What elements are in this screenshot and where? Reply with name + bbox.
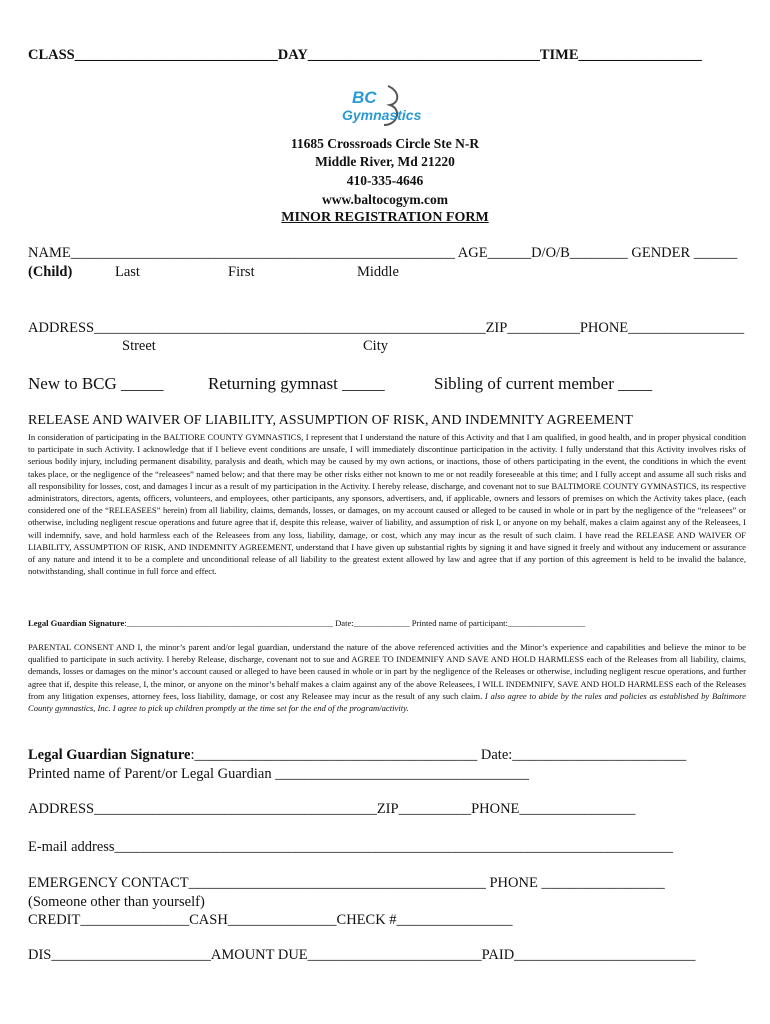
new-to-bcg-field[interactable]: New to BCG _____	[28, 374, 164, 393]
address-field-line[interactable]: ADDRESS______________________________________________________ZIP__________PHONE________________	[28, 320, 745, 336]
city-label: City	[363, 338, 388, 354]
parental-consent-body: PARENTAL CONSENT AND I, the minor’s parent and/or legal guardian, understand the nature of the above referenced activities and the Minor’s experience and capabilities and believe the minor to be qualified to participate in such activity. I hereby Release, discharge, covenant not to sue and AGREE TO INDEMNIFY AND SAVE AND HOLD HARMLESS each of the Releases from all liability, claims, demands, losses or damages on the minor’s account caused or alleged to have been caused in whole or in part by the negligence of the Releases or otherwise, including negligent rescue operations, and further agree that if, despite this release, I, the minor, or anyone on the minor’s behalf makes a claim against any of the above Releasees, I WILL INDEMNIFY, SAVE AND HOLD HARMLESS each of the Releases from any litigation expenses, attorney fees, loss liability, damage, or cost any Releasee may incur as the result of any such claim.	[28, 642, 746, 701]
gym-address-line1: 11685 Crossroads Circle Ste N-R	[290, 136, 480, 151]
gym-address-line2: Middle River, Md 21220	[315, 154, 455, 169]
class-day-time-line: CLASS____________________________DAY________________________________TIME_________________	[28, 47, 702, 63]
name-field-line[interactable]: NAME_____________________________________________________ AGE______D/O/B________ GENDER ______	[28, 245, 738, 261]
payment-method-fields[interactable]: CREDIT_______________CASH_______________CHECK #________________	[28, 912, 513, 928]
sibling-field[interactable]: Sibling of current member ____	[434, 374, 653, 393]
svg-text:BC: BC	[352, 88, 377, 107]
street-label: Street	[122, 338, 156, 354]
guardian-signature-line[interactable]	[28, 747, 686, 764]
child-label: (Child)	[28, 264, 73, 280]
returning-gymnast-field[interactable]: Returning gymnast _____	[208, 374, 385, 393]
parental-consent-agreement: I also agree to abide by the rules and policies as established by Baltimore County gymnastics, Inc. I agree to pick up children promptly at the time set for the end of the program/activity.	[28, 690, 746, 714]
waiver-signature-blanks: :________________________________________________ Date:_____________ Printed name of participant:__________________	[124, 618, 586, 628]
waiver-signature-line[interactable]	[28, 617, 585, 629]
waiver-signature-label: Legal Guardian Signature	[28, 618, 125, 628]
waiver-body: In consideration of participating in the BALTIORE COUNTY GYMNASTICS, I represent that I understand the nature of this Activity and that I am qualified, in good health, and in proper physical condition to participate in such Activity. I acknowledge that if I believe event conditions are unsafe, I will immediately discontinue participation in the activity. I fully understand that this Activity involves risks of serious bodily injury, including permanent disability, paralysis and death, which may be caused by my own actions, or inactions, those of others participating in the event, the conditions in which the event takes place, or the negligence of the “releasees” named below; and that there may be other risks either not known to me or not readily foreseeable at this time; and I fully accept and assume all such risks and all responsibility for losses, cost, and damages I incur as a result of my participation in the Activity. I hereby release, discharge, and covenant not to sue BALTIMORE COUNTY GYMNASTICS, its respective administrators, directors, agents, officers, volunteers, and employees, other participants, any sponsors, advertisers, and, if applicable, owners and lessors of premises on which the Activity takes place, (each considered one of the “RELEASEES” herein) from all liability, claims, demands, losses, or damages, on my account caused or alleged to be caused in whole or in part by the negligence of the “releasees” or otherwise, including negligent rescue operations and future agree that if, despite this release, waiver of liability, and assumption of risk I, or anyone on my behalf, makes a claim against any of the Releasees, I will indemnify, save, and hold harmless each of the Releasees from any loss, liability, damage, or cost, which any may incur as the result of such claim. I have read the RELEASE AND WAIVER OF LIABILITY, ASSUMPTION OF RISK, AND INDEMNITY AGREEMENT, understand that I have given up substantial rights by signing it and have signed it freely and without any inducement or assurance of any nature and intend it to be a complete and unconditional release of all liability to the greatest extent allowed by law and agree that if any portion of this agreement is held to be invalid the balance, notwithstanding, shall continue in full force and effect.	[28, 432, 746, 577]
guardian-signature-blanks: :_______________________________________ Date:________________________	[190, 747, 687, 763]
emergency-contact-field[interactable]: EMERGENCY CONTACT_________________________________________ PHONE _________________	[28, 875, 665, 891]
gym-phone: 410-335-4646	[346, 173, 424, 188]
bc-gymnastics-logo	[340, 83, 435, 128]
svg-text:Gymnastics: Gymnastics	[342, 107, 422, 123]
first-label: First	[228, 264, 255, 280]
email-field[interactable]: E-mail address_____________________________________________________________________________	[28, 839, 673, 855]
waiver-title: RELEASE AND WAIVER OF LIABILITY, ASSUMPTION OF RISK, AND INDEMNITY AGREEMENT	[28, 413, 633, 428]
middle-label: Middle	[357, 264, 399, 280]
form-title: MINOR REGISTRATION FORM	[281, 210, 489, 225]
guardian-signature-label: Legal Guardian Signature	[28, 747, 191, 763]
guardian-printed-name-field[interactable]: Printed name of Parent/or Legal Guardian ___________________________________	[28, 766, 529, 782]
amount-fields[interactable]: DIS______________________AMOUNT DUE________________________PAID_________________________	[28, 947, 696, 963]
gym-website[interactable]: www.baltocogym.com	[322, 192, 448, 207]
guardian-address-field[interactable]: ADDRESS_______________________________________ZIP__________PHONE________________	[28, 801, 636, 817]
emergency-contact-note: (Someone other than yourself)	[28, 894, 205, 910]
parental-consent	[28, 641, 746, 729]
last-label: Last	[115, 264, 140, 280]
